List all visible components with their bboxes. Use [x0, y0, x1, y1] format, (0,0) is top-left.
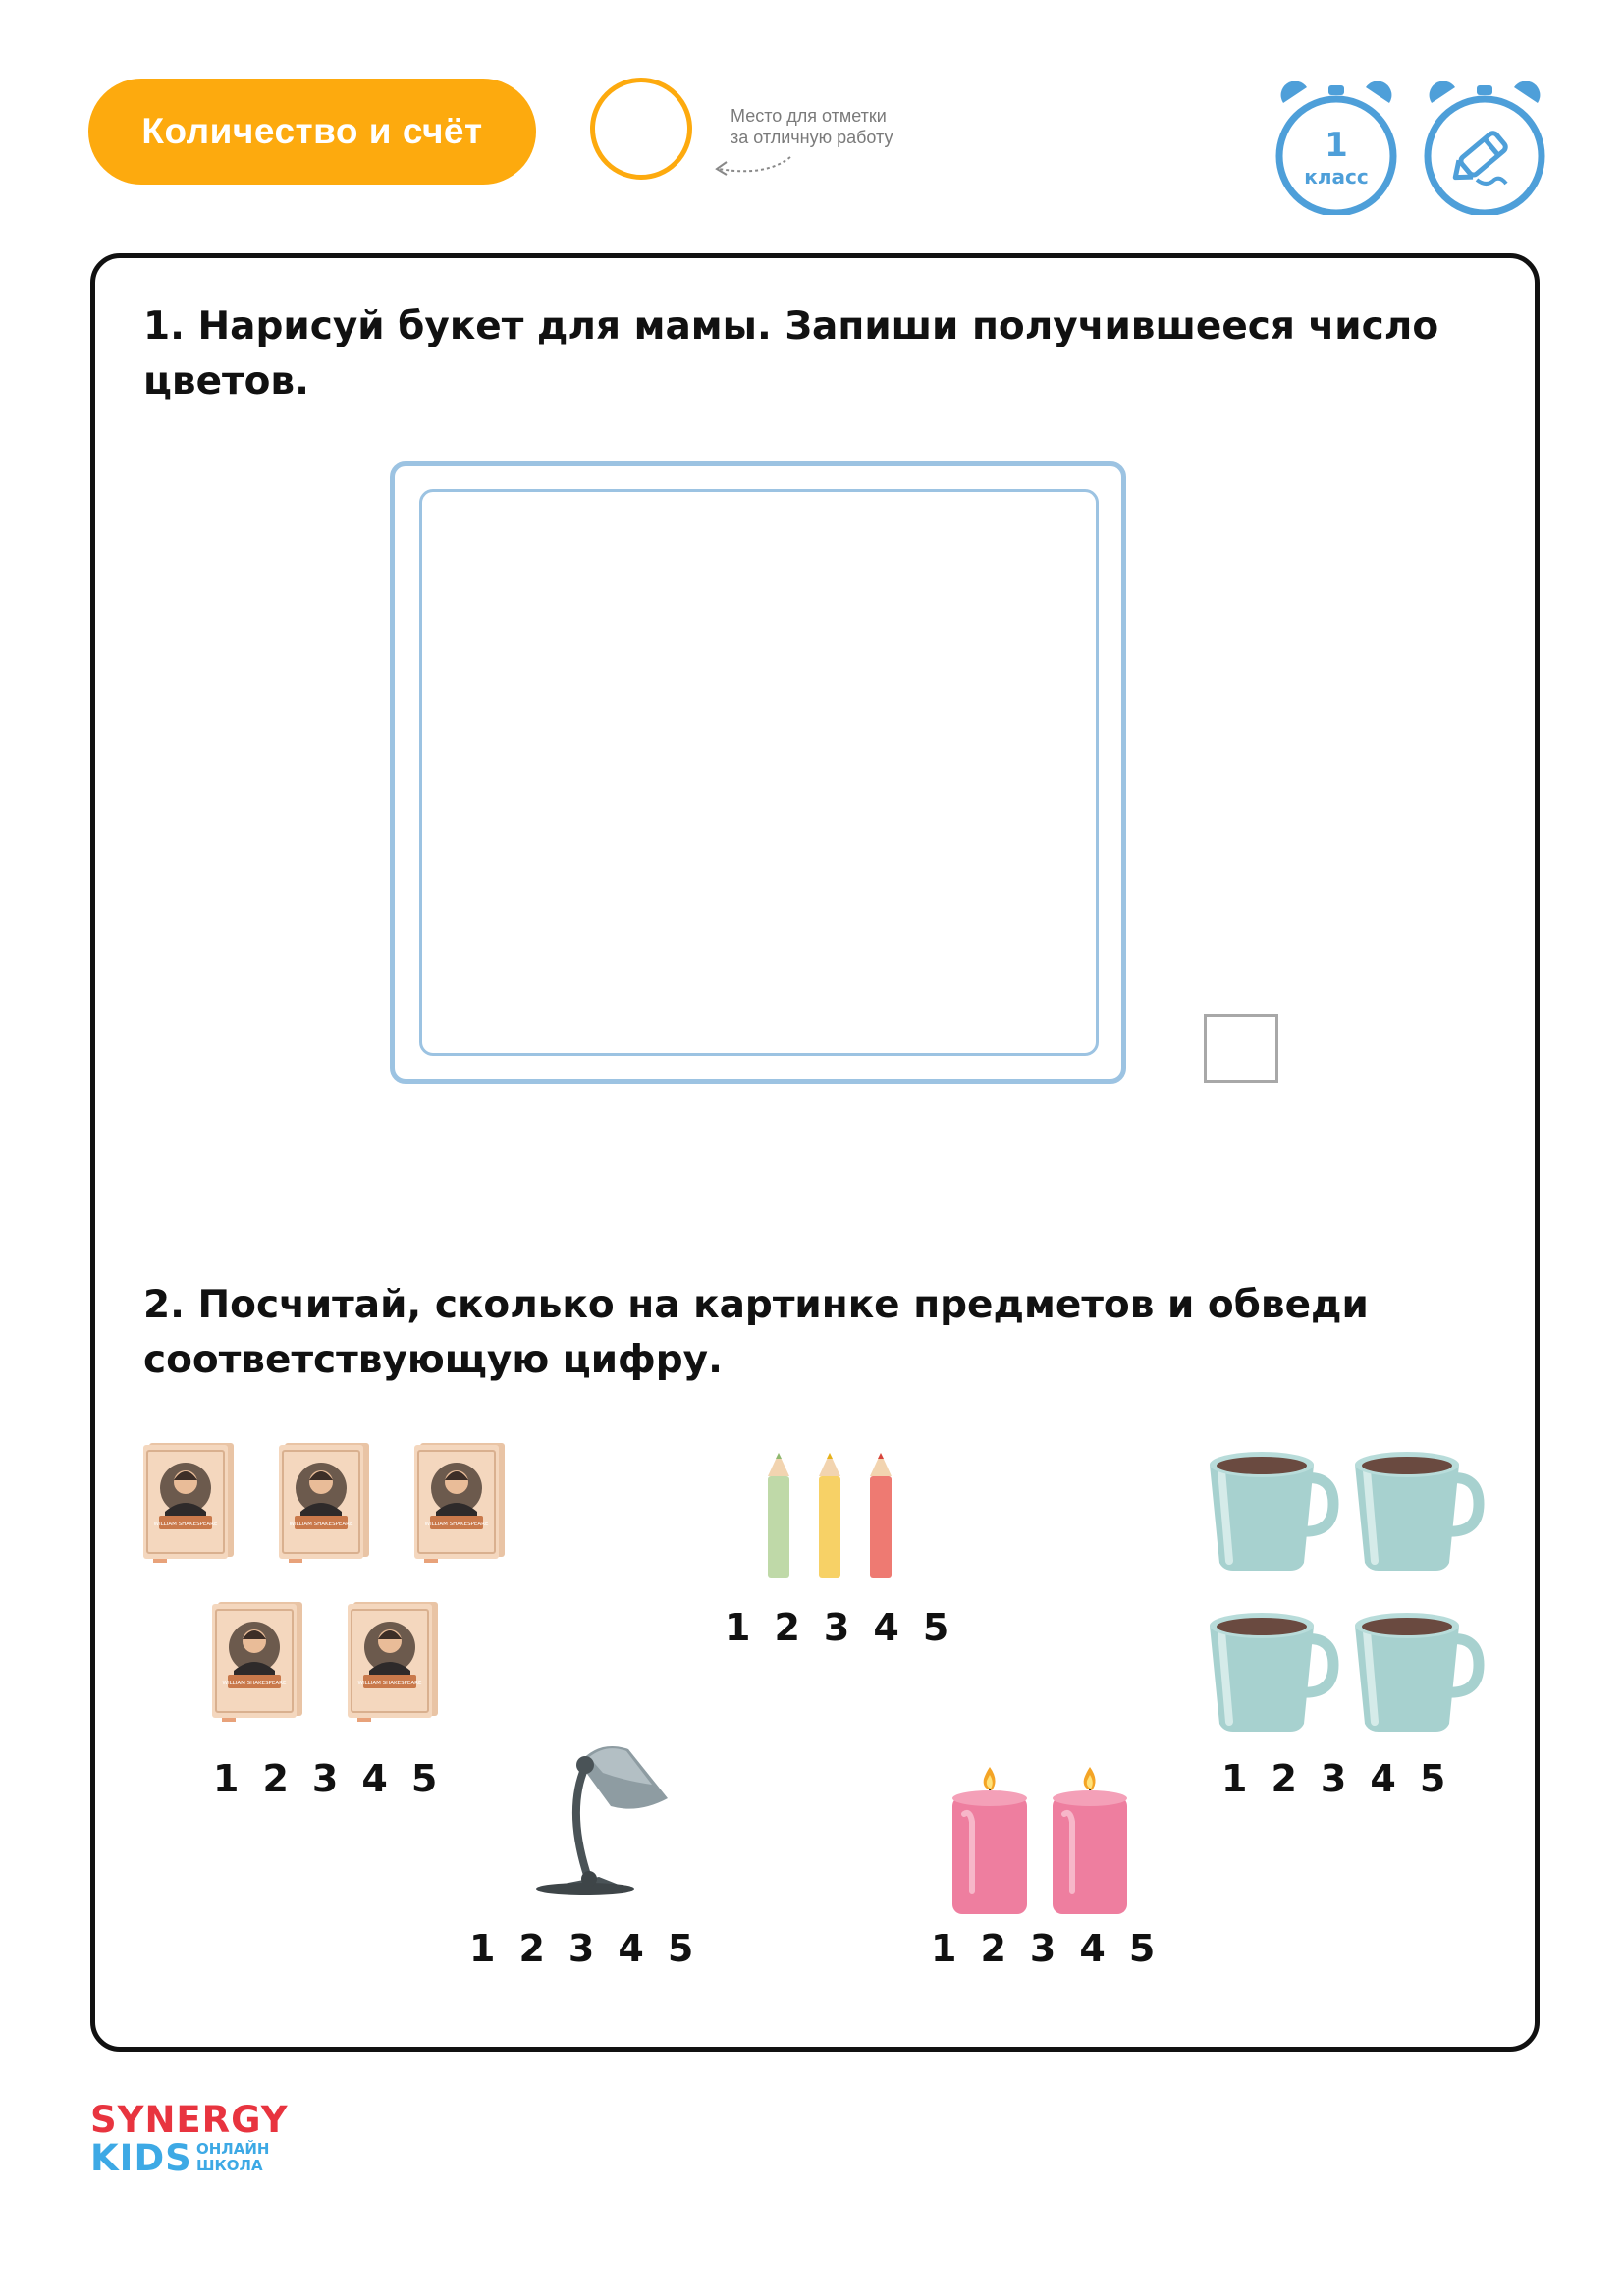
grade-word: класс [1304, 165, 1369, 188]
cup-item [1208, 1447, 1345, 1576]
task1-title: 1. Нарисуй букет для мамы. Запиши получившееся число цветов. [143, 304, 1439, 403]
number-option[interactable]: 3 [1029, 1927, 1056, 1970]
grade-badge [1273, 81, 1399, 215]
topic-label: Количество и счёт [88, 79, 536, 185]
drawing-area[interactable] [419, 489, 1099, 1056]
curved-arrow-icon [707, 147, 795, 187]
number-option[interactable]: 1 [725, 1606, 751, 1649]
pen-icon [1422, 81, 1547, 215]
number-option[interactable]: 1 [469, 1927, 496, 1970]
logo-kids: KIDS [90, 2137, 192, 2179]
pencil-item [870, 1453, 892, 1578]
mark-note-line1: Место для отметки [731, 106, 887, 126]
grade-number: 1 [1325, 126, 1348, 165]
pencils-number-options [725, 1606, 948, 1649]
number-option[interactable]: 4 [618, 1927, 644, 1970]
pencil-item [819, 1453, 840, 1578]
lamp-number-options [469, 1927, 693, 1970]
number-option[interactable]: 4 [1370, 1757, 1396, 1800]
book-item [279, 1443, 377, 1571]
cup-item [1353, 1447, 1490, 1576]
mark-note-line2: за отличную работу [731, 128, 893, 147]
answer-box[interactable] [1204, 1014, 1278, 1083]
number-option[interactable]: 1 [931, 1927, 957, 1970]
grade-mark-circle[interactable] [590, 78, 692, 180]
logo-subtitle [196, 2141, 314, 2174]
lamp-icon [530, 1734, 677, 1900]
number-option[interactable]: 3 [568, 1927, 595, 1970]
number-option[interactable]: 4 [873, 1606, 899, 1649]
book-item [348, 1602, 446, 1730]
books-number-options [213, 1757, 437, 1800]
logo-synergy: SYNERGY [90, 2099, 289, 2141]
number-option[interactable]: 5 [1128, 1927, 1156, 1970]
candle-item [1051, 1763, 1131, 1920]
number-option[interactable]: 5 [410, 1757, 438, 1800]
number-option[interactable]: 4 [361, 1757, 388, 1800]
number-option[interactable]: 3 [311, 1757, 339, 1800]
cup-item [1208, 1608, 1345, 1737]
book-item [414, 1443, 513, 1571]
number-option[interactable]: 3 [823, 1606, 850, 1649]
candle-item [950, 1763, 1031, 1920]
number-option[interactable]: 1 [213, 1757, 240, 1800]
book-item [143, 1443, 242, 1571]
candles-number-options [931, 1927, 1155, 1970]
number-option[interactable]: 5 [667, 1927, 694, 1970]
book-item [212, 1602, 310, 1730]
number-option[interactable]: 1 [1221, 1757, 1248, 1800]
number-option[interactable]: 2 [980, 1927, 1006, 1970]
logo-sub-line1: ОНЛАЙН [196, 2140, 270, 2158]
cups-number-options [1221, 1757, 1445, 1800]
pencil-item [768, 1453, 789, 1578]
number-option[interactable]: 4 [1079, 1927, 1106, 1970]
number-option[interactable]: 3 [1320, 1757, 1347, 1800]
number-option[interactable]: 2 [1271, 1757, 1297, 1800]
cup-item [1353, 1608, 1490, 1737]
mark-note [731, 105, 956, 148]
number-option[interactable]: 2 [518, 1927, 545, 1970]
pencils-illustration [764, 1449, 901, 1582]
logo-sub-line2: ШКОЛА [196, 2157, 263, 2174]
number-option[interactable]: 2 [774, 1606, 800, 1649]
number-option[interactable]: 2 [262, 1757, 289, 1800]
number-option[interactable]: 5 [922, 1606, 949, 1649]
number-option[interactable]: 5 [1419, 1757, 1446, 1800]
task2-title: 2. Посчитай, сколько на картинке предметов и обведи соответствующую цифру. [143, 1283, 1369, 1382]
